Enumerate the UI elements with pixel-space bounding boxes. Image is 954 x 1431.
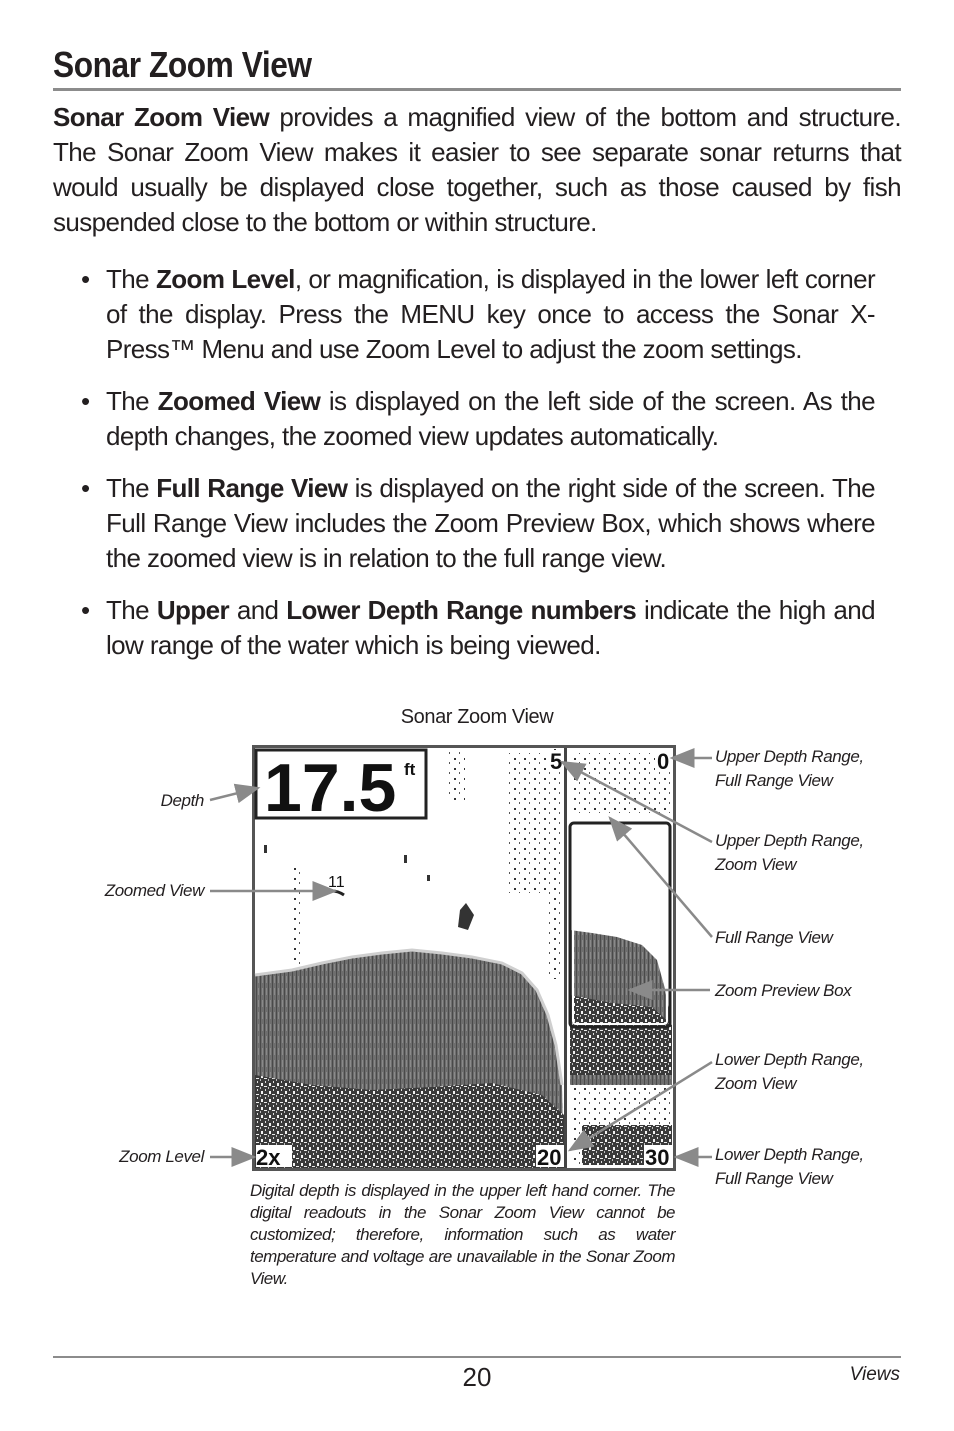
zoom-lower-depth: 20 <box>537 1145 562 1170</box>
intro-bold-term: Sonar Zoom View <box>53 102 270 132</box>
zoom-upper-depth: 5 <box>550 749 563 774</box>
figure-note: Digital depth is displayed in the upper left hand corner. The digital readouts in the Sonar Zoom View cannot be customized; therefore, information such as water temperature and voltage are unavailable in the Sonar Zoom View. <box>250 1181 675 1288</box>
section-name: Views <box>849 1364 900 1385</box>
fish-depth-label: 11 <box>328 874 345 891</box>
full-lower-depth: 30 <box>645 1145 670 1170</box>
intro-text: provides a magnified view of the bottom and structure. The Sonar Zoom View makes it easier to see separate sonar returns that would usually be displayed close together, such as those caused by fish suspended close to the bottom or within structure. <box>53 102 901 237</box>
figure-caption: Sonar Zoom View <box>400 706 554 728</box>
full-upper-depth: 0 <box>657 749 670 774</box>
callout-lower-full: Lower Depth Range, Full Range View <box>715 1145 864 1188</box>
zoom-level-readout: 2x <box>256 1145 281 1170</box>
depth-unit: ft <box>404 760 416 779</box>
callout-preview-box: Zoom Preview Box <box>715 981 852 1000</box>
feature-list <box>81 262 875 680</box>
callout-depth: Depth <box>160 791 204 810</box>
callout-full-range: Full Range View <box>715 928 833 947</box>
list-item: • The Zoomed View is displayed on the left side of the screen. As the depth changes, the zoomed view updates automatically. <box>81 384 875 454</box>
callout-lower-zoom: Lower Depth Range, Zoom View <box>715 1050 864 1093</box>
callout-upper-zoom: Upper Depth Range, Zoom View <box>715 831 864 874</box>
callout-zoomed-view: Zoomed View <box>104 881 204 900</box>
list-item: • The Full Range View is displayed on the right side of the screen. The Full Range View includes the Zoom Preview Box, which shows where the zoomed view is in relation to the full range view. <box>81 471 875 576</box>
intro-paragraph <box>53 100 901 240</box>
callout-zoom-level: Zoom Level <box>119 1147 204 1166</box>
callout-upper-full: Upper Depth Range, Full Range View <box>715 747 864 790</box>
sonar-screen <box>252 745 676 1171</box>
page-number: 20 <box>462 1362 492 1392</box>
list-item: • The Zoom Level, or magnification, is displayed in the lower left corner of the display. Press the MENU key once to access the Sonar X-Press™ Menu and use Zoom Level to adjust the zoom settings. <box>81 262 875 367</box>
title-divider <box>53 88 901 91</box>
page-title: Sonar Zoom View <box>53 44 312 85</box>
footer-divider <box>53 1356 901 1358</box>
depth-value: 17.5 <box>264 750 397 826</box>
full-range-view <box>567 748 673 1168</box>
list-item: • The Upper and Lower Depth Range numbers indicate the high and low range of the water which is being viewed. <box>81 593 875 663</box>
